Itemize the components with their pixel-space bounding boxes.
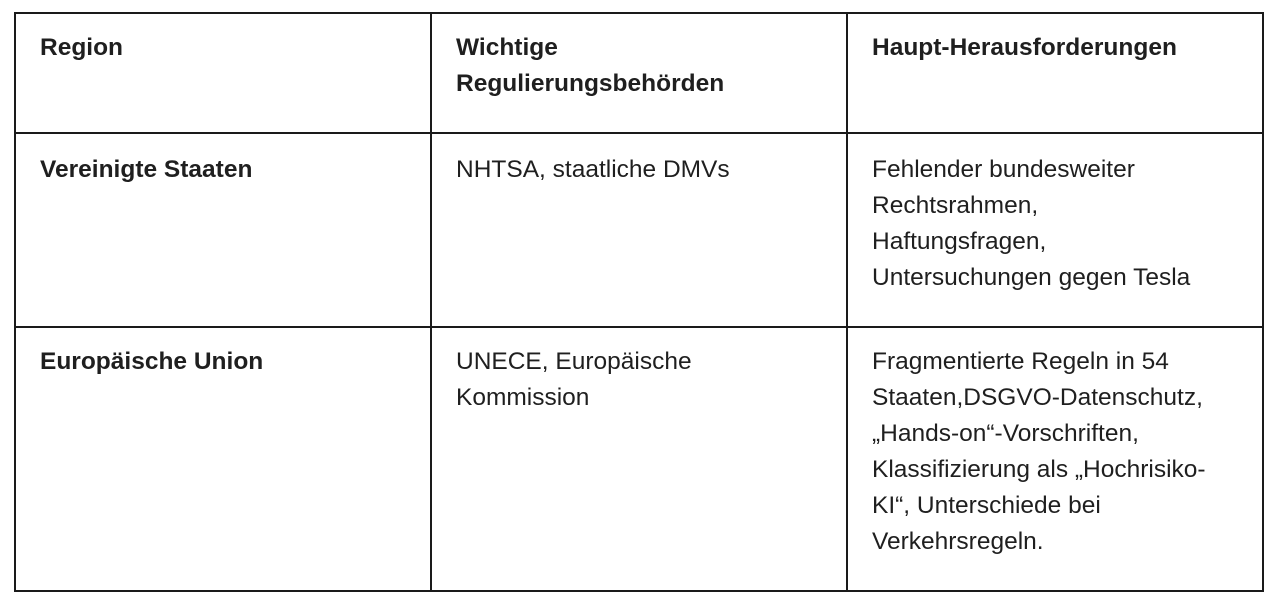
regulation-table (14, 12, 1264, 592)
challenges-text: Fehlender bundesweiter Rechtsrahmen, Haftungsfragen, Untersuchungen gegen Tesla (872, 156, 1191, 291)
header-challenges (847, 13, 1263, 133)
header-region (15, 13, 431, 133)
cell-challenges (847, 133, 1263, 327)
cell-region (15, 133, 431, 327)
table-header (15, 13, 1263, 133)
region-name: Europäische Union (40, 348, 264, 375)
challenges-text: Fragmentierte Regeln in 54 Staaten,DSGVO-Datenschutz, „Hands-on“-Vorschriften, Klassifizierung als „Hochrisiko-KI“, Unterschiede bei Verkehrsregeln. (872, 348, 1206, 555)
regulation-table-container (14, 12, 1262, 592)
table-body (15, 133, 1263, 591)
header-row (15, 13, 1263, 133)
header-authorities (431, 13, 847, 133)
authorities-text: UNECE, Europäische Kommission (456, 348, 692, 411)
header-authorities-label: Wichtige Regulierungsbehörden (456, 34, 725, 97)
authorities-text: NHTSA, staatliche DMVs (456, 156, 730, 183)
header-challenges-label: Haupt-Herausforderungen (872, 34, 1177, 61)
cell-region (15, 327, 431, 591)
cell-authorities (431, 327, 847, 591)
cell-challenges (847, 327, 1263, 591)
table-row (15, 327, 1263, 591)
table-row (15, 133, 1263, 327)
header-region-label: Region (40, 34, 124, 61)
region-name: Vereinigte Staaten (40, 156, 253, 183)
cell-authorities (431, 133, 847, 327)
